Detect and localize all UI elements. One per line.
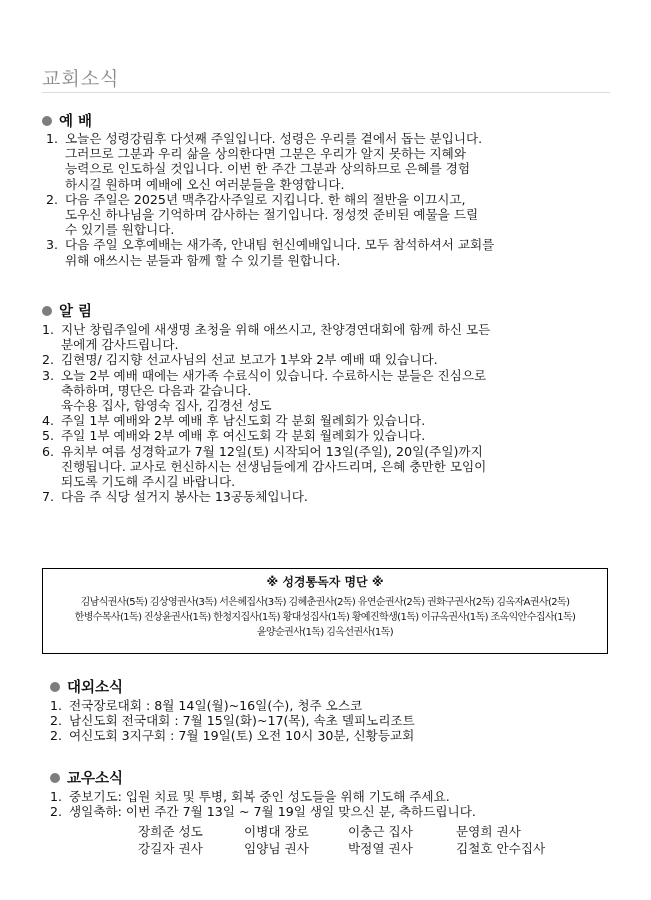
worship-heading-label: 예 배	[59, 114, 93, 130]
item-line: 능력으로 인도하실 것입니다. 이번 한 주간 그분과 상의하므로 은혜를 경험	[65, 161, 470, 177]
item-line: 지난 창립주일에 새생명 초청을 위해 애쓰시고, 찬양경연대회에 함께 하신 모든	[61, 322, 491, 337]
item-line: 김현명/ 김지향 선교사님의 선교 보고가 1부와 2부 예배 때 있습니다.	[61, 352, 438, 368]
item-text	[61, 322, 592, 352]
notices-list	[42, 322, 592, 504]
item-line: 오늘은 성령강림후 다섯째 주일입니다. 성령은 우리를 곁에서 돕는 분입니다.	[65, 131, 483, 146]
bullet-icon	[50, 773, 60, 783]
bible-reading-line: 한병수목사(1독) 진상윤권사(1독) 한청지집사(1독) 황대성집사(1독) 황예진학생(1독) 이규옥권사(1독) 조옥익안수집사(1독)	[74, 612, 576, 623]
members-heading	[50, 767, 123, 788]
list-item	[42, 489, 592, 504]
item-line: 다음 주 식당 설거지 봉사는 13공동체입니다.	[61, 489, 308, 505]
members-list	[50, 789, 590, 819]
item-number: 6.	[42, 443, 55, 459]
item-line: 주일 1부 예배와 2부 예배 후 여신도회 각 분회 월례회가 있습니다.	[61, 428, 426, 444]
birthday-name: 임양님 권사	[244, 841, 309, 856]
item-line: 주일 1부 예배와 2부 예배 후 남신도회 각 분회 월례회가 있습니다.	[61, 413, 426, 429]
birthday-name: 장희준 성도	[138, 824, 203, 839]
list-item	[46, 131, 591, 192]
title-divider	[42, 92, 610, 93]
item-number: 1.	[46, 131, 59, 146]
item-line: 유치부 여름 성경학교가 7월 12일(토) 시작되어 13일(주일), 20일(주일)까지	[61, 443, 483, 459]
item-line: 오늘 2부 예배 때에는 새가족 수료식이 있습니다. 수료하시는 분들은 진심으로	[61, 367, 487, 383]
item-line: 위해 애쓰시는 분들과 함께 할 수 있기를 원합니다.	[65, 252, 341, 268]
item-line: 하시길 원하며 예배에 오신 여러분들을 환영합니다.	[65, 176, 345, 192]
birthday-name: 김철호 안수집사	[456, 841, 546, 856]
birthday-name: 강길자 권사	[138, 841, 203, 856]
external-heading	[50, 676, 123, 697]
members-heading-label: 교우소식	[67, 771, 124, 787]
bullet-icon	[50, 682, 60, 692]
external-heading-label: 대외소식	[67, 680, 124, 696]
item-text	[65, 131, 591, 192]
item-number: 3.	[46, 237, 59, 253]
list-item	[42, 444, 592, 490]
bible-reading-box	[42, 568, 608, 654]
item-text	[61, 352, 592, 367]
bible-reading-line: 윤양순권사(1독) 김옥선권사(1독)	[256, 627, 394, 638]
item-number: 3.	[42, 367, 55, 383]
item-line: 축하하며, 명단은 다음과 같습니다.	[61, 382, 252, 398]
item-line: 수 있기를 원합니다.	[65, 222, 175, 238]
list-item	[42, 428, 592, 443]
item-text: 남신도회 전국대회 : 7월 15일(화)~17(목), 속초 델피노리조트	[69, 713, 415, 729]
item-number: 1.	[50, 698, 63, 713]
birthday-name: 문영희 권사	[456, 824, 521, 839]
list-item	[50, 728, 590, 743]
item-number: 2.	[50, 713, 63, 729]
item-text	[61, 428, 592, 443]
item-number: 2.	[46, 191, 59, 207]
item-line: 육수용 집사, 함영숙 집사, 김경선 성도	[61, 398, 272, 414]
item-line: 진행됩니다. 교사로 헌신하시는 선생님들에게 감사드리며, 은혜 충만한 모임이	[61, 458, 487, 474]
bullet-icon	[42, 116, 52, 126]
bible-reading-line: 김남식권사(5독) 김상영권사(3독) 서은혜집사(3독) 김혜춘권사(2독) 유연순권사(2독) 권화구권사(2독) 김옥자A권사(2독)	[80, 597, 570, 608]
list-item	[42, 368, 592, 414]
worship-heading	[42, 110, 92, 131]
list-item	[46, 237, 591, 267]
item-number: 7.	[42, 489, 55, 505]
list-item	[50, 789, 590, 804]
birthday-name: 이충근 집사	[348, 824, 413, 839]
list-item	[50, 713, 590, 728]
list-item	[42, 413, 592, 428]
birthday-name: 이병대 장로	[244, 824, 309, 839]
bullet-icon	[42, 306, 52, 316]
item-number: 1.	[50, 789, 63, 804]
item-line: 다음 주일은 2025년 맥추감사주일로 지킵니다. 한 해의 절반을 이끄시고,	[65, 191, 466, 207]
list-item	[46, 192, 591, 238]
item-number: 2.	[50, 728, 63, 744]
list-item	[50, 698, 590, 713]
worship-list	[46, 131, 591, 268]
item-number: 5.	[42, 428, 55, 444]
item-text: 중보기도: 입원 치료 및 투병, 회복 중인 성도들을 위해 기도해 주세요.	[69, 789, 450, 804]
item-number: 2.	[50, 804, 63, 820]
item-line: 도우신 하나님을 기억하며 감사하는 절기입니다. 정성껏 준비된 예물을 드릴	[65, 207, 479, 223]
item-text: 여신도회 3지구회 : 7월 19일(토) 오전 10시 30분, 신황등교회	[69, 728, 415, 744]
item-line: 분에게 감사드립니다.	[61, 337, 179, 353]
item-text: 전국장로대회 : 8월 14일(월)~16일(수), 청주 오스코	[69, 698, 363, 713]
notices-heading	[42, 300, 92, 321]
bible-reading-names	[43, 595, 607, 640]
external-list	[50, 698, 590, 744]
item-line: 되도록 기도해 주시길 바랍니다.	[61, 474, 236, 490]
item-text	[61, 368, 592, 414]
item-number: 4.	[42, 413, 55, 429]
item-number: 2.	[42, 352, 55, 368]
notices-heading-label: 알 림	[59, 304, 93, 320]
list-item	[42, 322, 592, 352]
item-text	[65, 237, 591, 267]
item-text	[61, 413, 592, 428]
item-text	[61, 489, 592, 504]
birthday-name: 박정열 권사	[348, 841, 413, 856]
item-line: 그러므로 그분과 우리 삶을 상의한다면 그분은 우리가 알지 못하는 지혜와	[65, 146, 466, 162]
list-item	[50, 804, 590, 819]
list-item	[42, 352, 592, 367]
item-text: 생일축하: 이번 주간 7월 13일 ~ 7월 19일 생일 맞으신 분, 축하드립니다.	[69, 804, 476, 820]
item-text	[65, 192, 591, 238]
item-line: 다음 주일 오후예배는 새가족, 안내팀 헌신예배입니다. 모두 참석하셔서 교회를	[65, 237, 495, 253]
page-title: 교회소식	[42, 68, 120, 90]
bible-reading-title: ※ 성경통독자 명단 ※	[266, 575, 384, 589]
item-number: 1.	[42, 322, 55, 337]
item-text	[61, 444, 592, 490]
